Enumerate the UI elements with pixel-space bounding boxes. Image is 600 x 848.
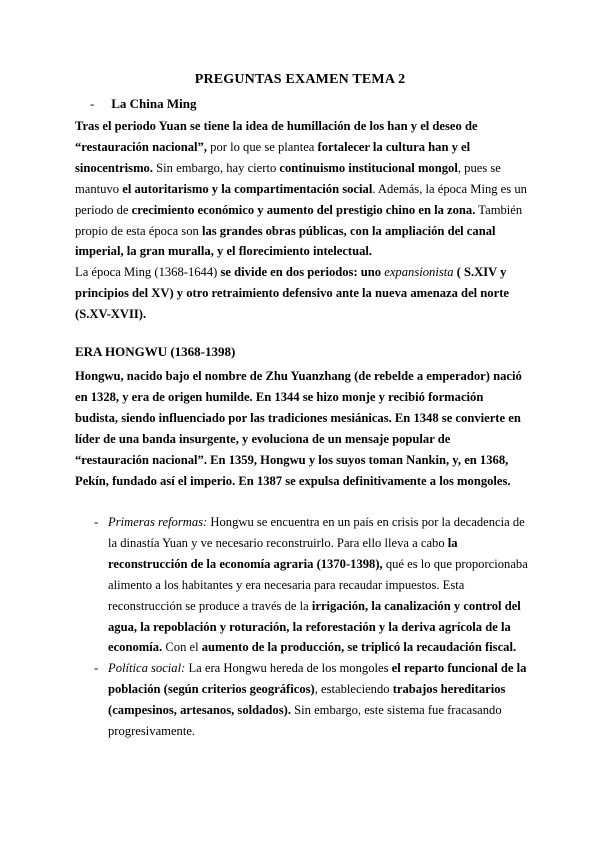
text-run: qué es lo que proporcionaba alimento a los habitantes y era necesaria para recaudar impuestos. Esta reconstrucción se produce a través de la xyxy=(108,556,528,613)
text-run: ( S.XIV y principios del XV) y otro retraimiento defensivo ante la nueva amenaza del norte (S.XV-XVII). xyxy=(75,265,509,321)
list-item-text xyxy=(108,515,528,654)
text-run: Tras el periodo Yuan se tiene la idea de humillación de los han y el deseo de “restauración nacional”, xyxy=(75,119,478,154)
text-run: La época Ming (1368-1644) xyxy=(75,265,221,279)
text-run: la reconstrucción de la economía agraria (1370-1398), xyxy=(108,535,458,571)
text-run: fortalecer la cultura han y el sinocentrismo. xyxy=(75,139,471,175)
text-run: También propio de esta época son xyxy=(75,202,523,238)
text-run: aumento de la producción, se triplicó la recaudación fiscal. xyxy=(201,640,517,655)
paragraph-hongwu: Hongwu, nacido bajo el nombre de Zhu Yuanzhang (de rebelde a emperador) nació en 1328, y era de origen humilde. En 1344 se hizo monje y recibió formación budista, siendo influenciado por las tradiciones mesiánicas. En 1348 se convierte en líder de una banda insurgente, y evoluciona de un mensaje popular de “restauración nacional”. En 1359, Hongwu y los suyos toman Nankin, y, en 1368, Pekín, fundado así el imperio. En 1387 se expulsa definitivamente a los mongoles. xyxy=(75,369,522,488)
text-run: La era Hongwu hereda de los mongoles xyxy=(185,661,392,676)
list-item xyxy=(94,658,528,742)
text-run: , pues se mantuvo xyxy=(75,160,501,196)
text-run: Sin embargo, este sistema fue fracasando progresivamente. xyxy=(108,703,502,739)
section-heading: ERA HONGWU (1368-1398) xyxy=(75,344,236,359)
text-run: expansionista xyxy=(384,265,454,279)
text-run: , estableciendo xyxy=(314,682,393,697)
list-dash: - xyxy=(94,515,99,529)
text-run: las grandes obras públicas, con la ampliación del canal imperial, la gran muralla, y el florecimiento intelectual. xyxy=(75,223,496,259)
text-run: se divide en dos periodos: uno xyxy=(220,265,385,279)
paragraph-intro xyxy=(75,116,527,262)
list-dash: - xyxy=(94,661,99,676)
list-dash: - xyxy=(90,96,95,111)
text-run: Con el xyxy=(162,640,202,655)
text-run: por lo que se plantea xyxy=(207,139,318,154)
page-title: PREGUNTAS EXAMEN TEMA 2 xyxy=(194,72,406,87)
subtitle-text: La China Ming xyxy=(111,96,197,111)
text-run: Primeras reformas: xyxy=(108,515,208,529)
text-run: el reparto funcional de la población (según criterios geográficos) xyxy=(108,661,527,697)
list-item-text xyxy=(108,661,526,738)
text-run: Hongwu se encuentra en un país en crisis por la decadencia de la dinastía Yuan y ve necesario reconstruirlo. Para ello lleva a cabo xyxy=(108,515,525,550)
text-run: continuismo institucional mongol xyxy=(279,160,458,175)
text-run: el autoritarismo y la compartimentación social xyxy=(122,181,373,196)
text-run: Política social: xyxy=(108,661,186,676)
paragraph-periods xyxy=(75,262,527,325)
text-run: irrigación, la canalización y control del agua, la repoblación y roturación, la reforestación y la deriva agrícola de la economía. xyxy=(108,598,521,655)
text-run: . Además, la época Ming es un periodo de xyxy=(75,181,527,217)
text-run: Sin embargo, hay cierto xyxy=(153,160,280,175)
reform-list xyxy=(94,512,528,742)
list-item xyxy=(94,512,528,658)
text-run: trabajos hereditarios (campesinos, artesanos, soldados). xyxy=(108,682,506,718)
text-run: crecimiento económico y aumento del prestigio chino en la zona. xyxy=(131,202,476,217)
section-subtitle xyxy=(90,96,197,112)
